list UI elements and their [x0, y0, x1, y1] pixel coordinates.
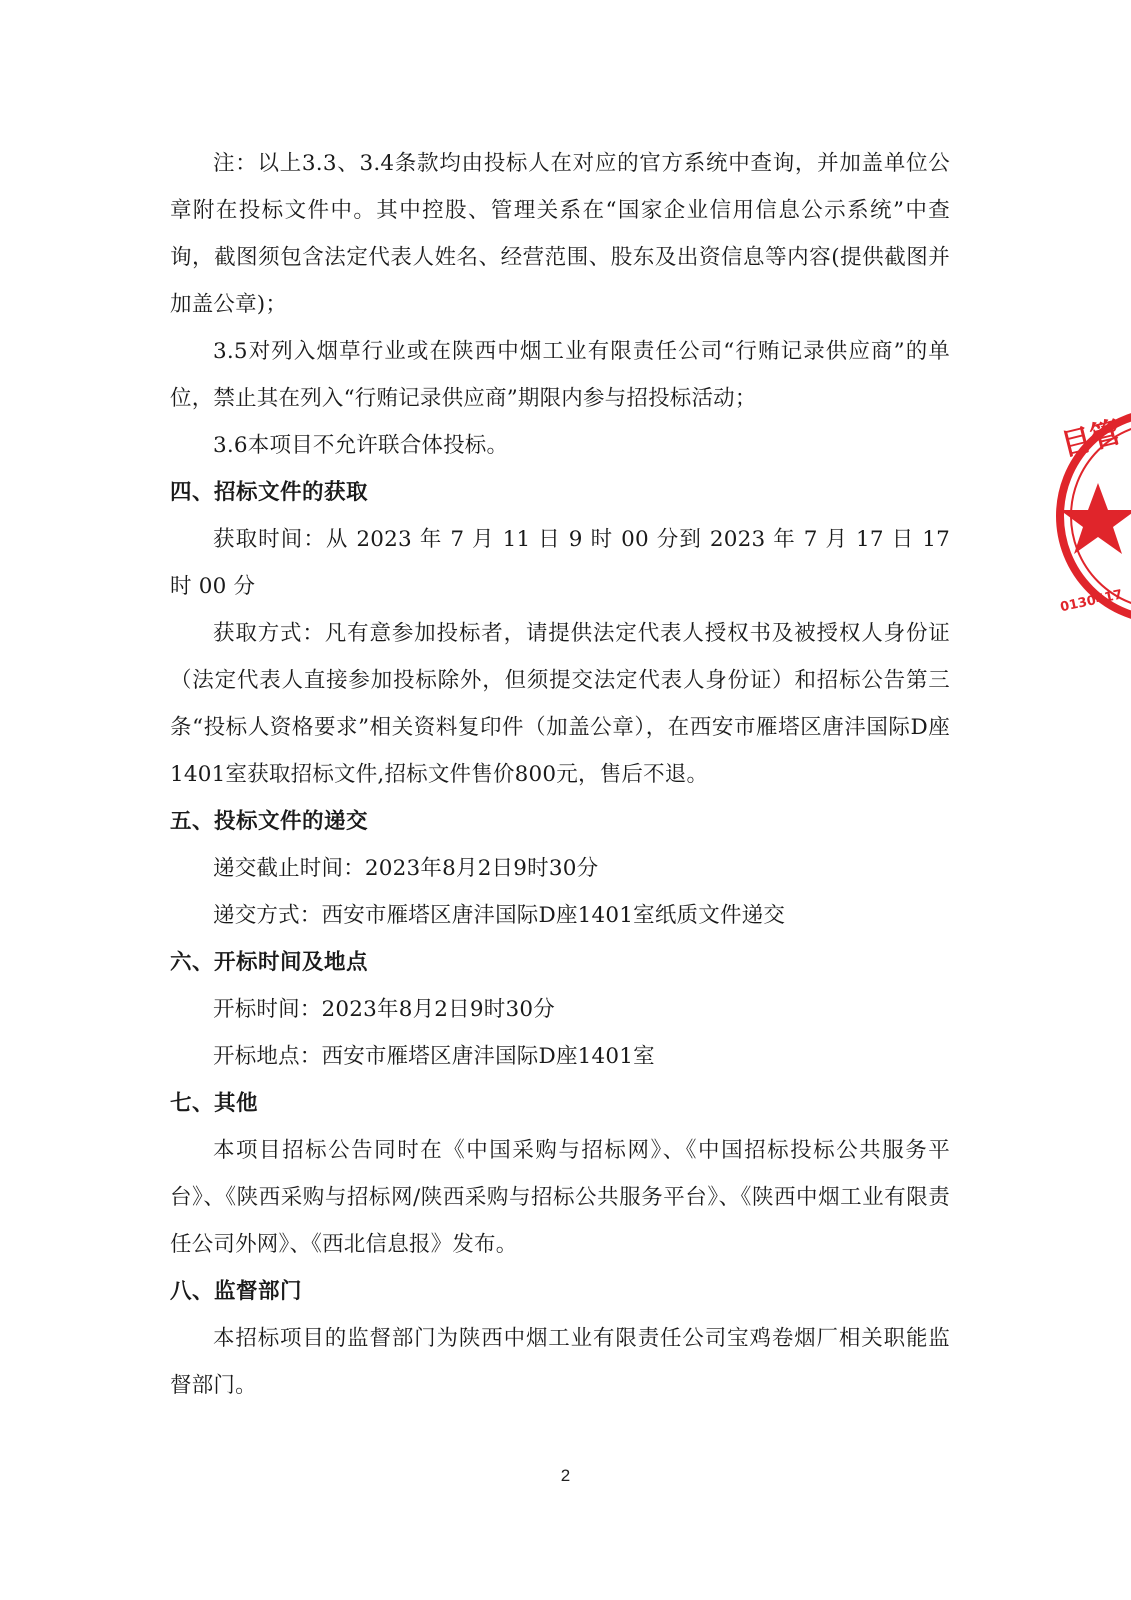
page-number: 2 [560, 1466, 571, 1485]
section-heading-7: 七、其他 [170, 1091, 259, 1116]
official-seal [1056, 408, 1131, 623]
section-heading-5: 五、投标文件的递交 [170, 809, 369, 834]
section-heading-6: 六、开标时间及地点 [170, 950, 369, 975]
section-heading-4: 四、招标文件的获取 [170, 480, 369, 505]
acquire-time: 获取时间：从 2023 年 7 月 11 日 9 时 00 分到 2023 年 7 月 17 日 17 时 00 分 [170, 527, 950, 599]
clause-3-5: 3.5对列入烟草行业或在陕西中烟工业有限责任公司“行贿记录供应商”的单位，禁止其在列入“行贿记录供应商”期限内参与招投标活动； [170, 339, 950, 411]
opening-location: 开标地点：西安市雁塔区唐沣国际D座1401室 [213, 1044, 655, 1069]
seal-stamp-icon [1056, 408, 1131, 623]
svg-text:目管: 目管 [1057, 414, 1125, 464]
supervision-paragraph: 本招标项目的监督部门为陕西中烟工业有限责任公司宝鸡卷烟厂相关职能监督部门。 [170, 1326, 950, 1398]
acquire-method: 获取方式：凡有意参加投标者，请提供法定代表人授权书及被授权人身份证（法定代表人直接参加投标除外，但须提交法定代表人身份证）和招标公告第三条“投标人资格要求”相关资料复印件（加盖公章），在西安市雁塔区唐沣国际D座1401室获取招标文件,招标文件售价800元，售后不退。 [170, 621, 950, 787]
clause-3-6: 3.6本项目不允许联合体投标。 [213, 433, 509, 458]
submit-deadline: 递交截止时间：2023年8月2日9时30分 [213, 856, 599, 881]
section-heading-8: 八、监督部门 [170, 1279, 303, 1304]
submit-method: 递交方式：西安市雁塔区唐沣国际D座1401室纸质文件递交 [213, 903, 786, 928]
publication-paragraph: 本项目招标公告同时在《中国采购与招标网》、《中国招标投标公共服务平台》、《陕西采购与招标网/陕西采购与招标公共服务平台》、《陕西中烟工业有限责任公司外网》、《西北信息报》发布。 [170, 1138, 950, 1257]
svg-text:0130417: 0130417 [1058, 587, 1124, 616]
note-paragraph: 注：以上3.3、3.4条款均由投标人在对应的官方系统中查询，并加盖单位公章附在投标文件中。其中控股、管理关系在“国家企业信用信息公示系统”中查询，截图须包含法定代表人姓名、经营范围、股东及出资信息等内容(提供截图并加盖公章)； [170, 151, 950, 317]
document-body [170, 140, 950, 1409]
opening-time: 开标时间：2023年8月2日9时30分 [213, 997, 555, 1022]
